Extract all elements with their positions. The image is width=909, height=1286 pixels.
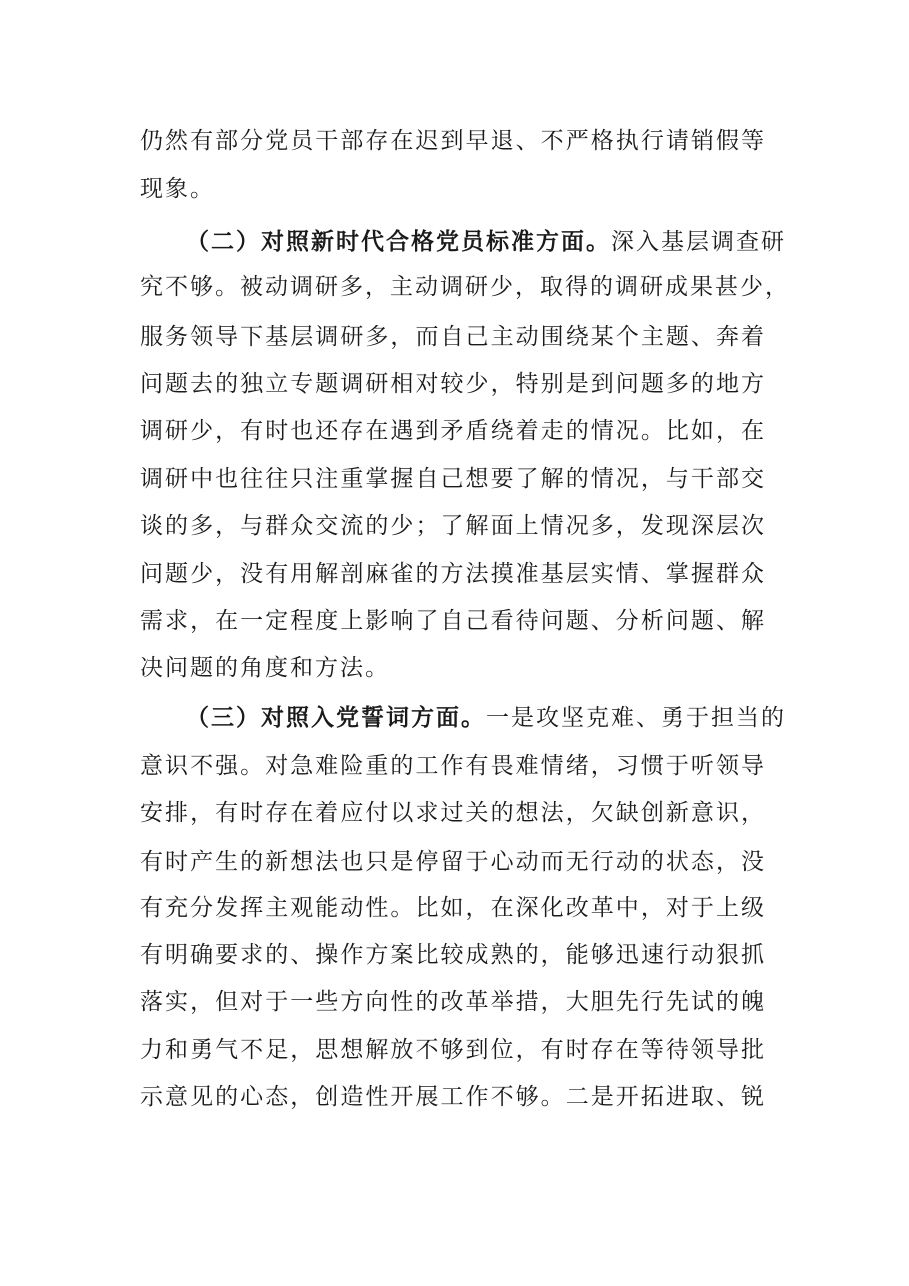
text-line-14: 意识不强。对急难险重的工作有畏难情绪，习惯于听领导 bbox=[140, 753, 766, 779]
text-line-5: 服务领导下基层调研多，而自己主动围绕某个主题、奔着 bbox=[140, 324, 766, 350]
section-2-heading: （二）对照新时代合格党员标准方面。 bbox=[186, 229, 611, 255]
text-line-9: 谈的多，与群众交流的少；了解面上情况多，发现深层次 bbox=[140, 513, 766, 539]
section-3-heading-line bbox=[186, 703, 786, 733]
text-line-10: 问题少，没有用解剖麻雀的方法摸准基层实情、掌握群众 bbox=[140, 561, 766, 587]
text-line-19: 落实，但对于一些方向性的改革举措，大胆先行先试的魄 bbox=[140, 989, 766, 1015]
text-line-15: 安排，有时存在着应付以求过关的想法，欠缺创新意识， bbox=[140, 800, 766, 826]
text-line-4: 究不够。被动调研多，主动调研少，取得的调研成果甚少， bbox=[140, 274, 790, 300]
text-line-2: 现象。 bbox=[140, 176, 215, 202]
section-2-heading-line bbox=[186, 227, 786, 257]
section-2-heading-text: 深入基层调查研 bbox=[611, 229, 786, 255]
text-line-1: 仍然有部分党员干部存在迟到早退、不严格执行请销假等 bbox=[140, 128, 766, 154]
text-line-16: 有时产生的新想法也只是停留于心动而无行动的状态，没 bbox=[140, 849, 766, 875]
text-line-20: 力和勇气不足，思想解放不够到位，有时存在等待领导批 bbox=[140, 1037, 766, 1063]
text-line-8: 调研中也往往只注重掌握自己想要了解的情况，与干部交 bbox=[140, 466, 766, 492]
text-line-11: 需求，在一定程度上影响了自己看待问题、分析问题、解 bbox=[140, 608, 766, 634]
section-3-heading-text: 一是攻坚克难、勇于担当的 bbox=[486, 705, 786, 731]
text-line-6: 问题去的独立专题调研相对较少，特别是到问题多的地方 bbox=[140, 371, 766, 397]
text-line-18: 有明确要求的、操作方案比较成熟的，能够迅速行动狠抓 bbox=[140, 942, 766, 968]
text-line-17: 有充分发挥主观能动性。比如，在深化改革中，对于上级 bbox=[140, 895, 766, 921]
text-line-7: 调研少，有时也还存在遇到矛盾绕着走的情况。比如，在 bbox=[140, 418, 766, 444]
text-line-21: 示意见的心态，创造性开展工作不够。二是开拓进取、锐 bbox=[140, 1084, 766, 1110]
section-3-heading: （三）对照入党誓词方面。 bbox=[186, 705, 486, 731]
text-line-12: 决问题的角度和方法。 bbox=[140, 655, 390, 681]
